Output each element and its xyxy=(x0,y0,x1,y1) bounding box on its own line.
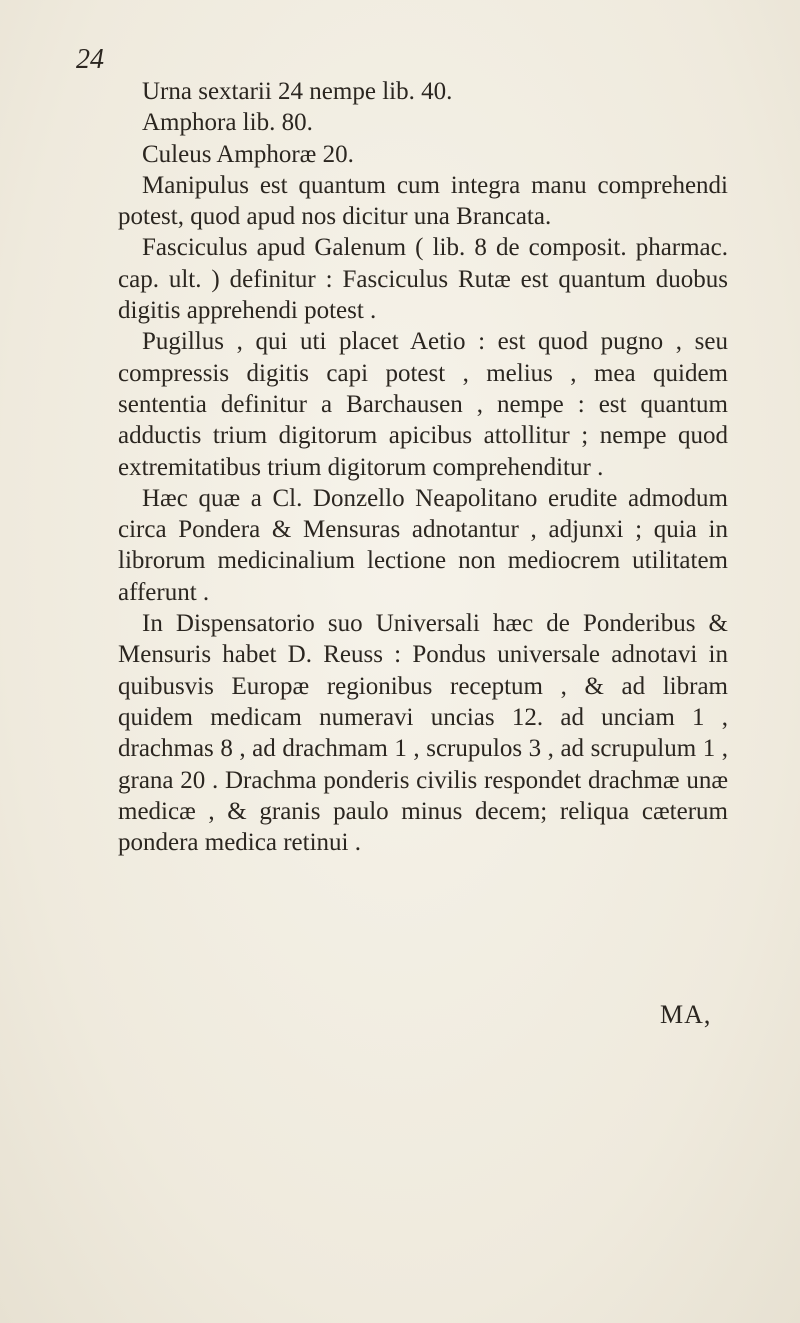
page-number: 24 xyxy=(76,44,104,75)
catchword: MA, xyxy=(660,1000,712,1029)
entry-amphora: Amphora lib. 80. xyxy=(142,109,313,137)
paragraph-manipulus: Manipulus est quantum cum integra manu comprehendi potest, quod apud nos dicitur una Brancata. xyxy=(118,171,728,231)
entry-culeus: Culeus Amphoræ 20. xyxy=(142,140,354,168)
paragraph-donzello: Hæc quæ a Cl. Donzello Neapolitano erudite admodum circa Pondera & Mensuras adnotantur , adjunxi ; quia in librorum medicinalium lectione non mediocrem utilitatem afferunt . xyxy=(118,484,728,606)
paragraph-reuss: In Dispensatorio suo Universali hæc de Ponderibus & Mensuris habet D. Reuss : Pondus universale adnotavi in quibusvis Europæ regionibus receptum , & ad libram quidem medicam numeravi uncias 12. ad unciam 1 , drachmas 8 , ad drachmam 1 , scrupulos 3 , ad scrupulum 1 , grana 20 . Drachma ponderis civilis respondet drachmæ unæ medicæ , & granis paulo minus decem; reliqua cæterum pondera medica retinui . xyxy=(118,610,728,857)
paragraph-fasciculus: Fasciculus apud Galenum ( lib. 8 de composit. pharmac. cap. ult. ) definitur : Fasciculus Rutæ est quantum duobus digitis apprehendi potest . xyxy=(118,234,728,325)
entry-urna: Urna sextarii 24 nempe lib. 40. xyxy=(142,78,453,105)
paragraph-pugillus: Pugillus , qui uti placet Aetio : est quod pugno , seu compressis digitis capi potest , melius , mea quidem sententia definitur a Barchausen , nempe : est quantum adductis trium digitorum apicibus attollitur ; nempe quod extremitatibus trium digitorum comprehenditur . xyxy=(118,328,728,481)
body-text xyxy=(118,76,728,858)
